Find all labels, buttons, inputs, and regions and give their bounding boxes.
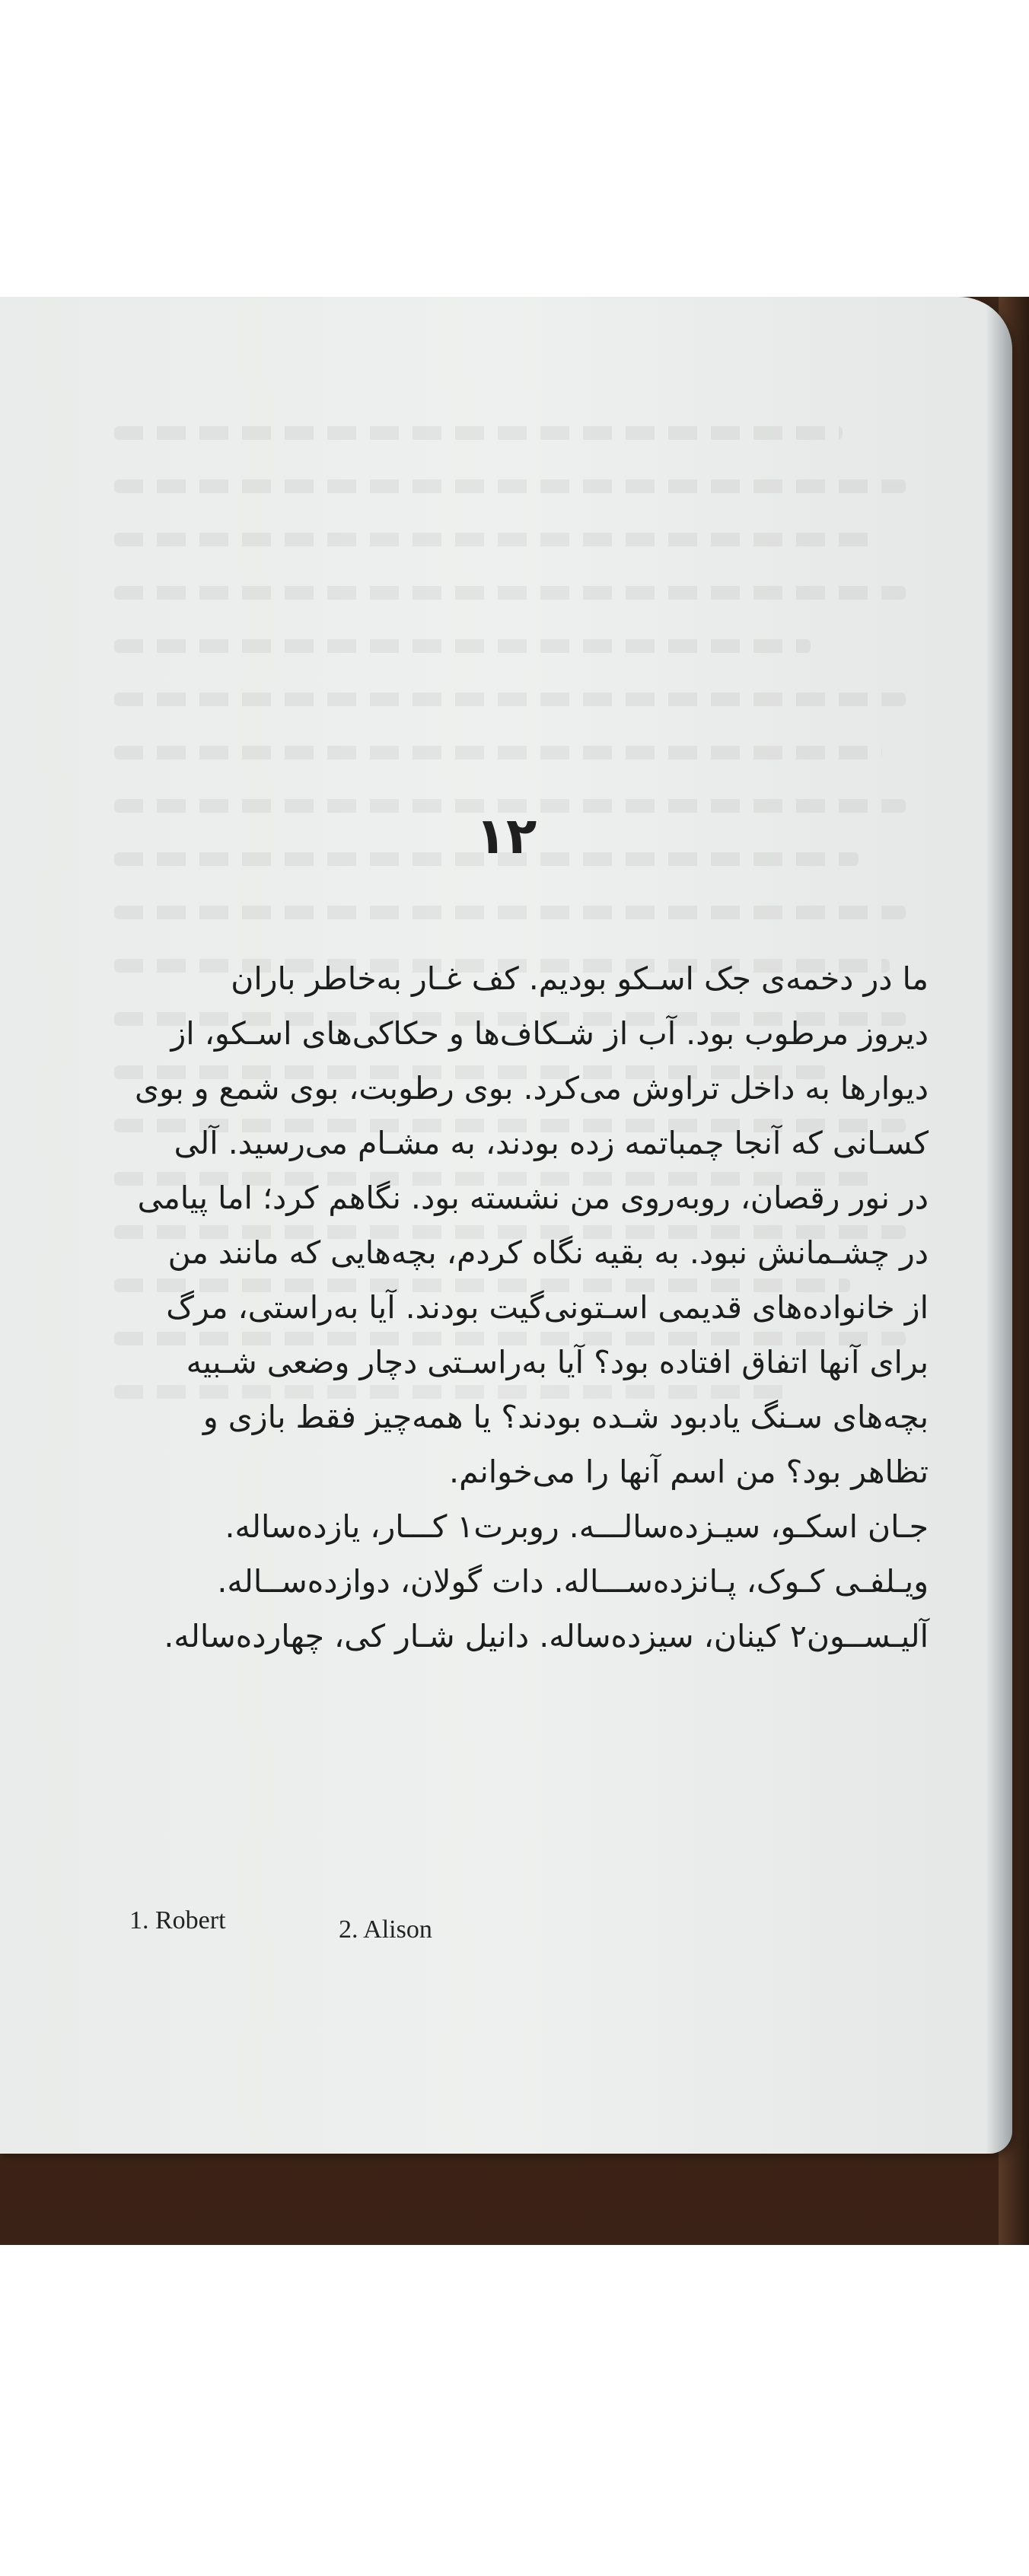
footnote-1: 1. Robert	[129, 1906, 226, 1934]
text-line: ویـلفـی کـوک، پـانزده‌ســـاله. دات گولان، دوازده‌ســاله.	[217, 1563, 929, 1600]
text-line: ما در دخمه‌ی جک اسـکو بودیم. کف غـار به‌خاطر باران	[231, 960, 929, 997]
text-line: از خانواده‌های قدیمی اسـتونی‌گیت بودند. آیا به‌راستی، مرگ	[166, 1289, 929, 1326]
top-white-margin	[0, 0, 1029, 297]
text-line: بچه‌های سـنگ یادبود شـده بودند؟ یا همه‌چیز فقط بازی و	[202, 1399, 929, 1435]
chapter-text	[122, 951, 929, 1664]
book-page-photo	[0, 297, 1029, 2245]
text-line: آلیـســون۲ کینان، سیزده‌ساله. دانیل شـار کی، چهارده‌ساله.	[164, 1618, 929, 1654]
chapter-number: ۱۲	[475, 807, 537, 865]
text-line: جـان اسکـو، سیـزده‌سالـــه. روبرت۱ کـــار، یازده‌ساله.	[225, 1508, 929, 1545]
text-line: در نور رقصان، روبه‌روی من نشسته بود. نگاهم کرد؛ اما پیامی	[137, 1180, 929, 1216]
footnotes	[129, 1906, 662, 1944]
footnote-2: 2. Alison	[339, 1915, 432, 1944]
text-line: در چشـمانش نبود. به بقیه نگاه کردم، بچه‌هایی که مانند من	[167, 1234, 929, 1271]
page-spine-shadow	[986, 297, 1012, 2154]
text-line: تظاهر بود؟ من اسم آنها را می‌خوانم.	[449, 1454, 929, 1490]
book-page	[0, 297, 1012, 2154]
text-line: برای آنها اتفاق افتاده بود؟ آیا به‌راسـتی دچار وضعی شـبیه	[186, 1344, 929, 1380]
text-line: دیروز مرطوب بود. آب از شـکاف‌ها و حکاکی‌های اسـکو، از	[170, 1015, 929, 1052]
text-line: دیوارها به داخل تراوش می‌کرد. بوی رطوبت، بوی شمع و بوی	[135, 1070, 929, 1107]
text-line: کسـانی که آنجا چمباتمه زده بودند، به مشـام می‌رسید. آلی	[174, 1125, 929, 1161]
bottom-white-margin	[0, 2245, 1029, 2576]
